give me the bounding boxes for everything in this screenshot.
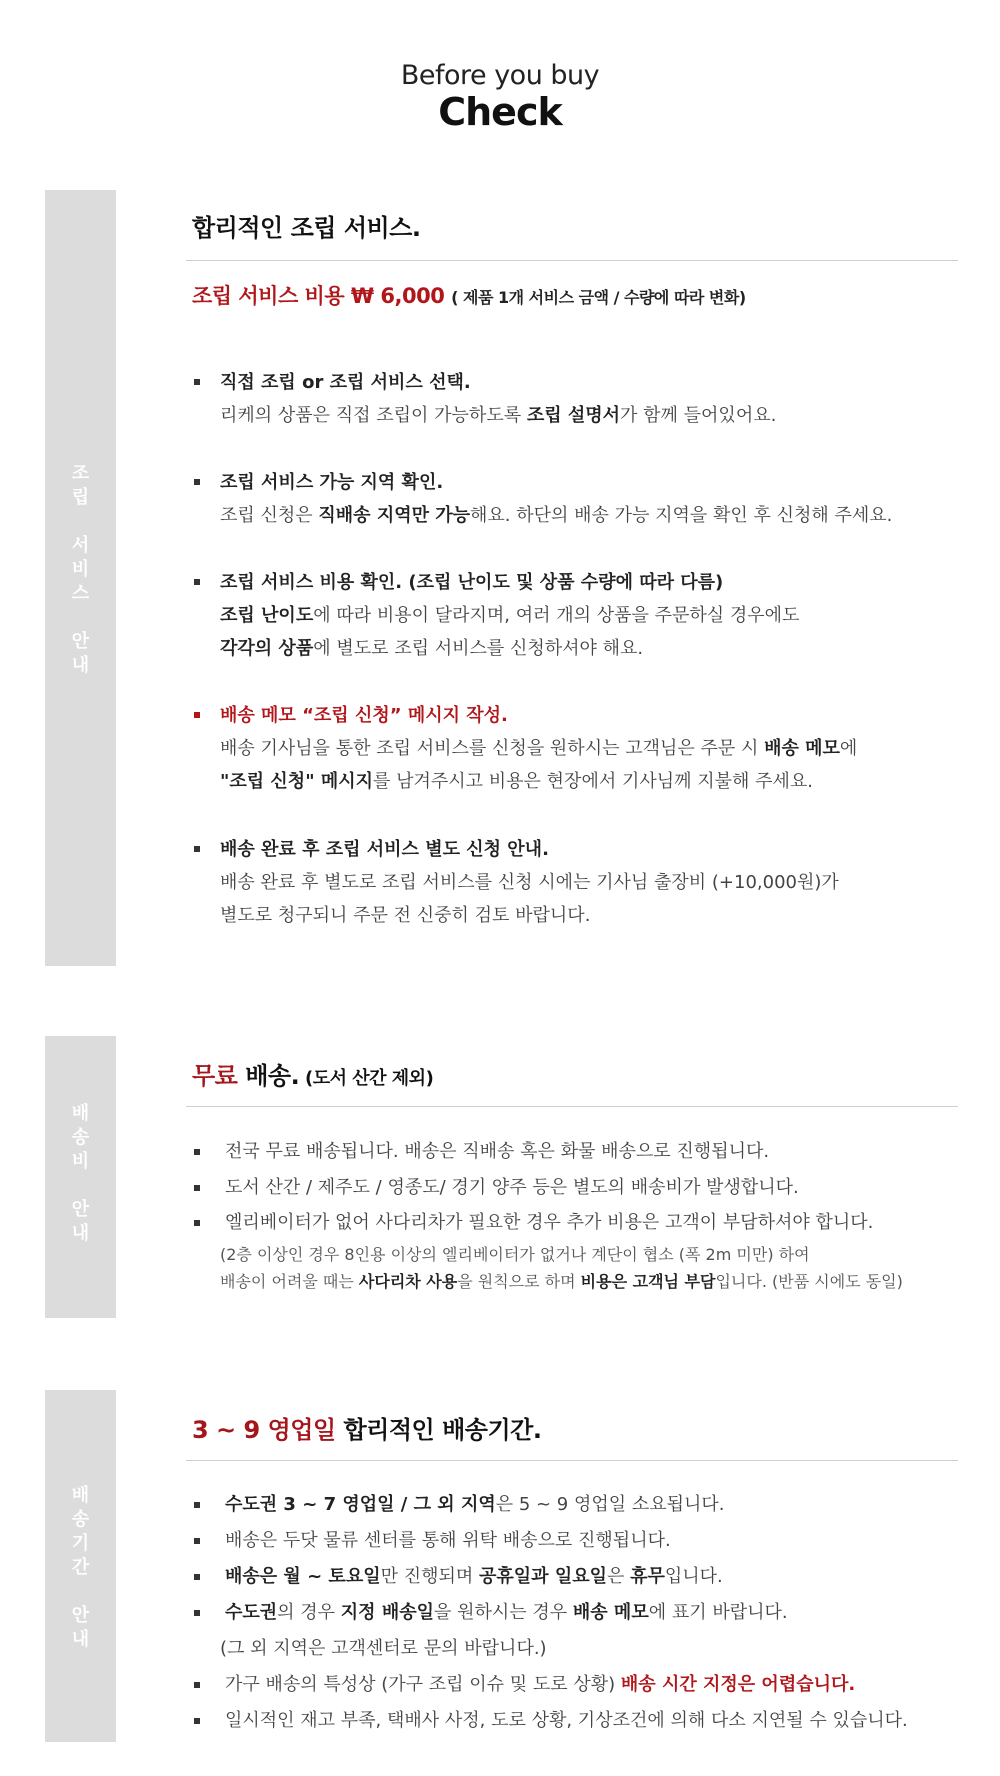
assembly-title: 합리적인 조립 서비스. — [192, 214, 421, 242]
header-title: Check — [438, 90, 562, 134]
assembly-item — [192, 566, 972, 665]
shipping-fee-item: 전국 무료 배송됩니다. 배송은 직배송 혹은 화물 배송으로 진행됩니다. — [192, 1137, 769, 1167]
delivery-period-item: 배송은 두닷 물류 센터를 통해 위탁 배송으로 진행됩니다. — [192, 1526, 671, 1556]
delivery-period-item: 배송은 월 ~ 토요일만 진행되며 공휴일과 일요일은 휴무입니다. — [192, 1562, 723, 1592]
assembly-item-head: 배송 완료 후 조립 서비스 별도 신청 안내. — [192, 833, 972, 866]
assembly-item-line: 조립 난이도에 따라 비용이 달라지며, 여러 개의 상품을 주문하실 경우에도 — [220, 605, 800, 626]
assembly-item-line: 조립 신청은 직배송 지역만 가능해요. 하단의 배송 가능 지역을 확인 후 신청해 주세요. — [220, 505, 893, 526]
header-subtitle: Before you buy — [400, 60, 600, 91]
assembly-item-line: 별도로 청구되니 주문 전 신중히 검토 바랍니다. — [220, 905, 591, 926]
shipping-fee-subnote: (2층 이상인 경우 8인용 이상의 엘리베이터가 없거나 계단이 협소 (폭 2m 미만) 하여 — [220, 1245, 810, 1264]
sidebar-assembly — [45, 190, 116, 966]
shipping-fee-subnote: 배송이 어려울 때는 사다리차 사용을 원칙으로 하며 비용은 고객님 부담입니다. (반품 시에도 동일) — [220, 1272, 903, 1291]
assembly-cost-note: ( 제품 1개 서비스 금액 / 수량에 따라 변화) — [451, 288, 746, 307]
assembly-item-head: 배송 메모 “조립 신청” 메시지 작성. — [192, 699, 972, 732]
assembly-item-line: 배송 완료 후 별도로 조립 서비스를 신청 시에는 기사님 출장비 (+10,000원)가 — [220, 872, 839, 893]
sidebar-delivery-period — [45, 1390, 116, 1742]
assembly-item-line: 각각의 상품에 별도로 조립 서비스를 신청하셔야 해요. — [220, 638, 644, 659]
sidebar-shipping-fee — [45, 1036, 116, 1318]
shipping-fee-item: 엘리베이터가 없어 사다리차가 필요한 경우 추가 비용은 고객이 부담하셔야 합니다. — [192, 1208, 873, 1238]
divider — [186, 260, 958, 261]
assembly-item-head: 조립 서비스 가능 지역 확인. — [192, 466, 972, 499]
assembly-item-head: 직접 조립 or 조립 서비스 선택. — [192, 366, 972, 399]
divider — [186, 1460, 958, 1461]
assembly-item-line: 배송 기사님을 통한 조립 서비스를 신청을 원하시는 고객님은 주문 시 배송 메모에 — [220, 738, 858, 759]
assembly-cost-label: 조립 서비스 비용 ₩ 6,000 — [192, 284, 445, 308]
assembly-item — [192, 466, 972, 532]
delivery-period-item: 가구 배송의 특성상 (가구 조립 이슈 및 도로 상황) 배송 시간 지정은 어렵습니다. — [192, 1670, 855, 1700]
assembly-item — [192, 833, 972, 932]
sidebar-delivery-period-label: 배 송 기 간 안 내 — [71, 1485, 90, 1650]
assembly-item-line: 리케의 상품은 직접 조립이 가능하도록 조립 설명서가 함께 들어있어요. — [220, 405, 777, 426]
sidebar-assembly-label: 조 립 서 비 스 안 내 — [71, 463, 90, 676]
delivery-period-item: 일시적인 재고 부족, 택배사 사정, 도로 상황, 기상조건에 의해 다소 지연될 수 있습니다. — [192, 1706, 908, 1736]
shipping-fee-item: 도서 산간 / 제주도 / 영종도/ 경기 양주 등은 별도의 배송비가 발생합니다. — [192, 1173, 799, 1203]
delivery-period-title: 3 ~ 9 영업일 합리적인 배송기간. — [192, 1416, 542, 1444]
sidebar-shipping-fee-label: 배 송 비 안 내 — [71, 1103, 90, 1244]
shipping-fee-title: 무료 배송. (도서 산간 제외) — [192, 1062, 434, 1090]
assembly-item — [192, 366, 972, 432]
delivery-period-subnote: (그 외 지역은 고객센터로 문의 바랍니다.) — [220, 1638, 547, 1659]
assembly-item-line: "조립 신청" 메시지를 남겨주시고 비용은 현장에서 기사님께 지불해 주세요. — [220, 771, 813, 792]
delivery-period-item: 수도권 3 ~ 7 영업일 / 그 외 지역은 5 ~ 9 영업일 소요됩니다. — [192, 1490, 725, 1520]
assembly-cost — [192, 280, 746, 310]
divider — [186, 1106, 958, 1107]
delivery-period-item: 수도권의 경우 지정 배송일을 원하시는 경우 배송 메모에 표기 바랍니다. — [192, 1598, 788, 1628]
assembly-item — [192, 699, 972, 798]
assembly-item-head: 조립 서비스 비용 확인. (조립 난이도 및 상품 수량에 따라 다름) — [192, 566, 972, 599]
